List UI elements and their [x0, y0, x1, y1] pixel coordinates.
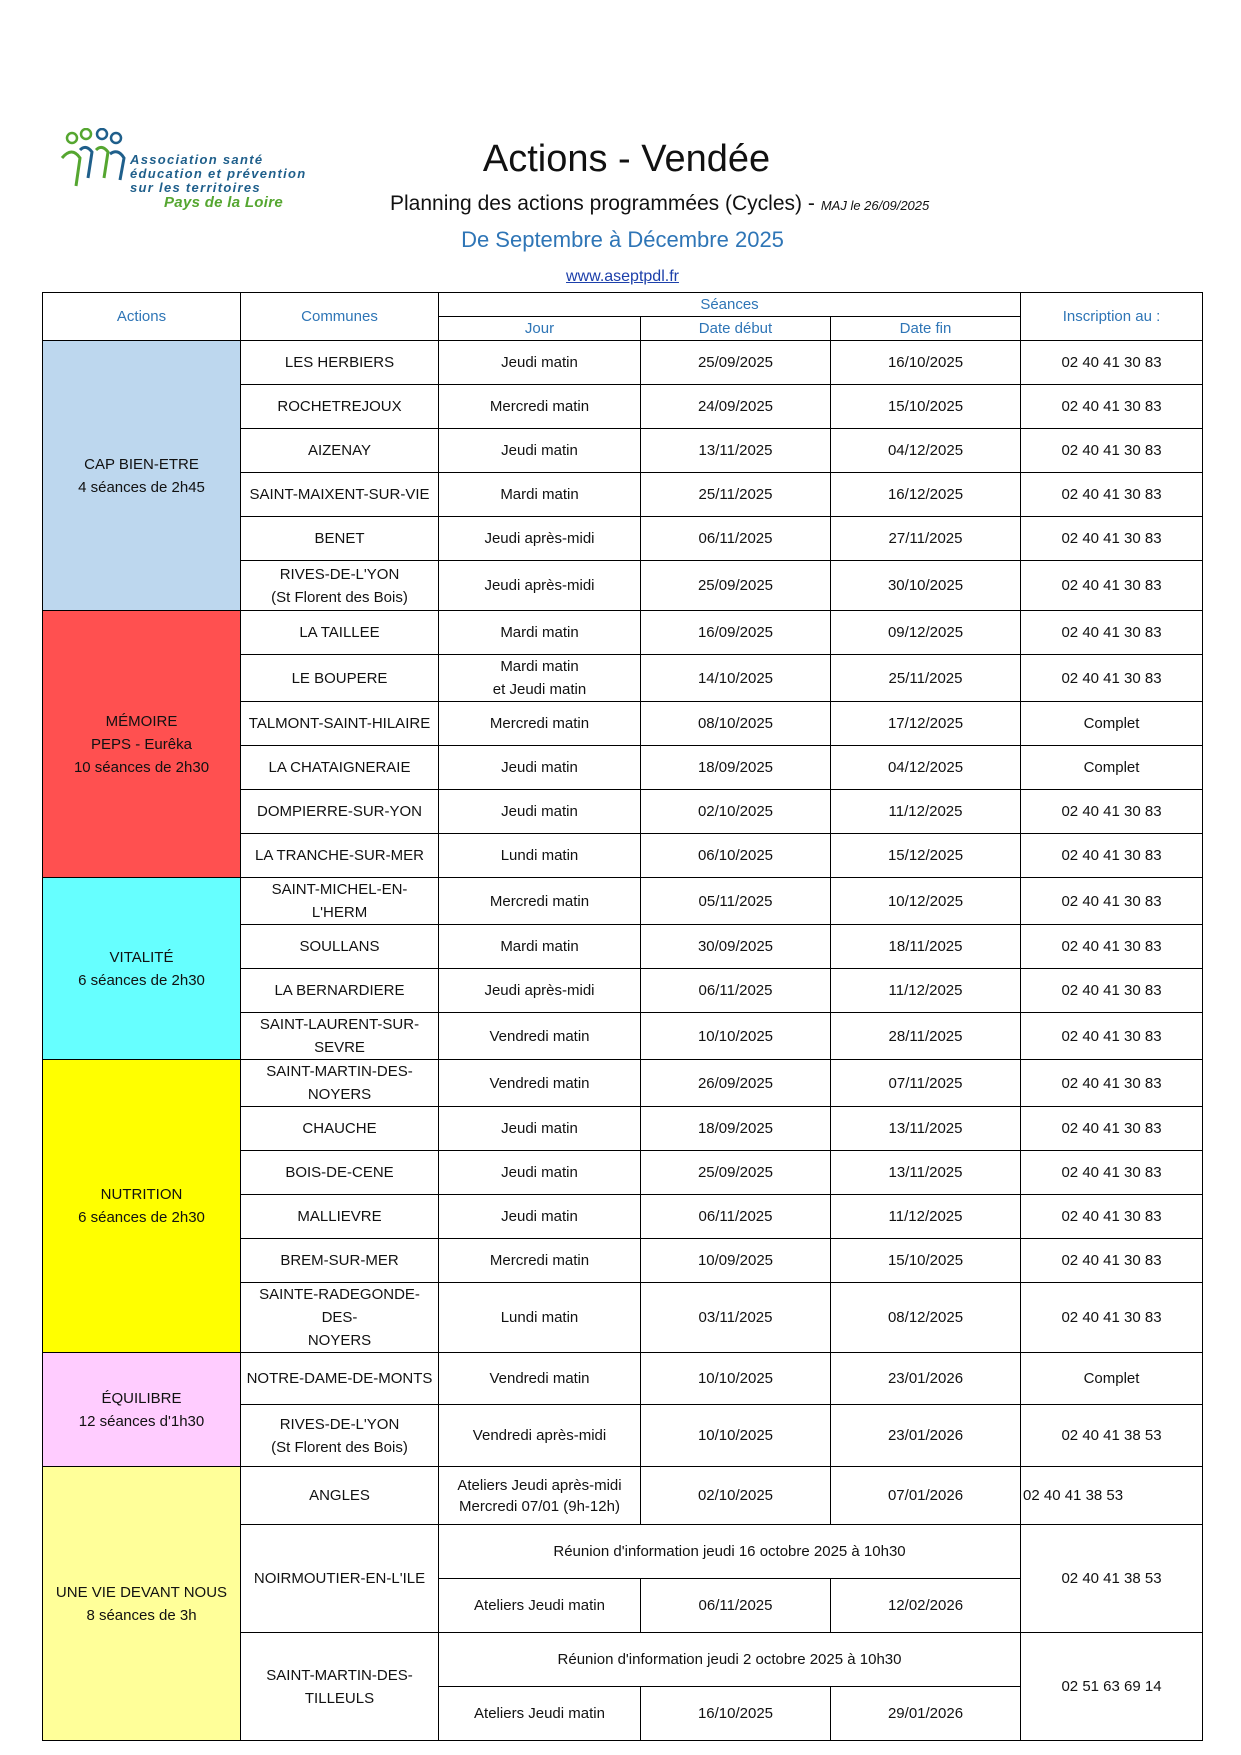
update-date: MAJ le 26/09/2025: [820, 198, 930, 213]
website-link[interactable]: www.aseptpdl.fr: [566, 268, 679, 285]
date-fin-cell: 07/11/2025: [831, 1060, 1021, 1107]
page-title: Actions - Vendée: [482, 138, 771, 180]
action-label-line: 4 séances de 2h45: [78, 478, 205, 496]
jour-line: Lundi matin: [500, 847, 579, 864]
jour-cell: [439, 517, 641, 561]
jour-line: Mercredi matin: [489, 715, 590, 732]
jour-line: Jeudi matin: [501, 442, 578, 459]
commune-cell: [241, 1107, 439, 1151]
planning-table: [42, 292, 1203, 1741]
action-label-line: NUTRITION: [100, 1186, 183, 1203]
commune-line: SAINT-MAIXENT-SUR-VIE: [249, 486, 430, 503]
commune-line: LA TAILLEE: [299, 624, 380, 641]
commune-line: LA TRANCHE-SUR-MER: [255, 847, 424, 864]
jour-line: Mardi matin: [500, 486, 579, 503]
action-label-line: UNE VIE DEVANT NOUS: [55, 1583, 228, 1601]
header-inscription: Inscription au :: [1021, 293, 1203, 341]
inscription-cell: 02 40 41 30 83: [1021, 429, 1203, 473]
date-fin-cell: 15/10/2025: [831, 385, 1021, 429]
date-fin-cell: 23/01/2026: [831, 1353, 1021, 1405]
jour-cell: [439, 1151, 641, 1195]
table-row: [43, 1353, 1203, 1405]
jour-line: Jeudi matin: [501, 759, 578, 776]
commune-line: ROCHETREJOUX: [277, 398, 402, 415]
date-debut-cell: 10/09/2025: [641, 1239, 831, 1283]
date-fin-cell: 18/11/2025: [831, 925, 1021, 969]
inscription-cell: 02 40 41 30 83: [1021, 385, 1203, 429]
jour-cell: [439, 561, 641, 611]
commune-line: SAINT-LAURENT-SUR-: [259, 1016, 420, 1033]
inscription-cell: 02 40 41 30 83: [1021, 473, 1203, 517]
date-fin-cell: 27/11/2025: [831, 517, 1021, 561]
date-debut-cell: 16/10/2025: [641, 1687, 831, 1741]
date-debut-cell: 08/10/2025: [641, 702, 831, 746]
commune-line: SAINT-MARTIN-DES-: [266, 1666, 413, 1684]
commune-cell: [241, 611, 439, 655]
date-fin-cell: 13/11/2025: [831, 1107, 1021, 1151]
commune-line: NOYERS: [307, 1086, 372, 1103]
date-debut-cell: 16/09/2025: [641, 611, 831, 655]
commune-cell: [241, 702, 439, 746]
commune-cell: [241, 790, 439, 834]
inscription-cell: 02 40 41 38 53: [1021, 1405, 1203, 1467]
action-cell: [43, 1060, 241, 1353]
commune-cell: [241, 1353, 439, 1405]
commune-cell: [241, 746, 439, 790]
action-label-line: 10 séances de 2h30: [73, 758, 210, 776]
reunion-info-cell: Réunion d'information jeudi 2 octobre 2025 à 10h30: [439, 1633, 1021, 1687]
date-fin-cell: 08/12/2025: [831, 1283, 1021, 1353]
inscription-cell: 02 40 41 30 83: [1021, 925, 1203, 969]
date-fin-cell: 11/12/2025: [831, 969, 1021, 1013]
date-fin-cell: 09/12/2025: [831, 611, 1021, 655]
action-cell: [43, 341, 241, 611]
jour-line: Vendredi après-midi: [472, 1427, 607, 1444]
jour-cell: [439, 969, 641, 1013]
inscription-cell: 02 40 41 30 83: [1021, 969, 1203, 1013]
action-cell: [43, 611, 241, 878]
jour-line: Mardi matin: [500, 658, 579, 675]
date-debut-cell: 06/10/2025: [641, 834, 831, 878]
inscription-cell: 02 40 41 38 53: [1021, 1467, 1203, 1525]
page-subtitle: [390, 192, 929, 216]
inscription-cell: 02 40 41 30 83: [1021, 611, 1203, 655]
jour-cell: [439, 925, 641, 969]
commune-line: TILLEULS: [304, 1689, 375, 1707]
commune-cell: [241, 429, 439, 473]
commune-cell: [241, 655, 439, 702]
commune-cell: [241, 1195, 439, 1239]
date-debut-cell: 13/11/2025: [641, 429, 831, 473]
inscription-cell: 02 40 41 38 53: [1021, 1525, 1203, 1633]
jour-cell: [439, 1283, 641, 1353]
inscription-cell: 02 40 41 30 83: [1021, 790, 1203, 834]
date-debut-cell: 10/10/2025: [641, 1013, 831, 1060]
jour-cell: [439, 1107, 641, 1151]
jour-line: Mardi matin: [500, 624, 579, 641]
logo-text-line-3: sur les territoires: [130, 180, 261, 195]
date-fin-cell: 12/02/2026: [831, 1579, 1021, 1633]
date-fin-cell: 04/12/2025: [831, 429, 1021, 473]
date-fin-cell: 28/11/2025: [831, 1013, 1021, 1060]
jour-line: et Jeudi matin: [492, 681, 587, 698]
commune-line: DOMPIERRE-SUR-YON: [256, 803, 422, 820]
inscription-cell: 02 40 41 30 83: [1021, 834, 1203, 878]
commune-line: SAINT-MARTIN-DES-: [266, 1063, 413, 1080]
date-debut-cell: 25/09/2025: [641, 341, 831, 385]
inscription-cell: 02 40 41 30 83: [1021, 1151, 1203, 1195]
jour-cell: [439, 1195, 641, 1239]
date-fin-cell: 13/11/2025: [831, 1151, 1021, 1195]
header-date-fin: Date fin: [831, 317, 1021, 341]
commune-line: MALLIEVRE: [297, 1208, 382, 1225]
action-cell: [43, 1467, 241, 1741]
date-fin-cell: 07/01/2026: [831, 1467, 1021, 1525]
jour-cell: [439, 655, 641, 702]
action-cell: [43, 1353, 241, 1467]
date-fin-cell: 17/12/2025: [831, 702, 1021, 746]
date-debut-cell: 24/09/2025: [641, 385, 831, 429]
date-debut-cell: 02/10/2025: [641, 790, 831, 834]
jour-line: Jeudi matin: [501, 1120, 578, 1137]
jour-cell: Ateliers Jeudi matin: [439, 1579, 641, 1633]
action-label-line: 6 séances de 2h30: [78, 1209, 205, 1226]
commune-cell: [241, 473, 439, 517]
jour-cell: [439, 1405, 641, 1467]
action-cell: [43, 878, 241, 1060]
inscription-cell: Complet: [1021, 746, 1203, 790]
jour-cell: [439, 746, 641, 790]
commune-line: BOIS-DE-CENE: [285, 1164, 394, 1181]
date-fin-cell: 29/01/2026: [831, 1687, 1021, 1741]
jour-cell: [439, 1353, 641, 1405]
date-debut-cell: 06/11/2025: [641, 517, 831, 561]
commune-line: SAINTE-RADEGONDE-DES-: [259, 1286, 420, 1326]
date-fin-cell: 25/11/2025: [831, 655, 1021, 702]
jour-line: Jeudi matin: [501, 803, 578, 820]
table-row: [43, 878, 1203, 925]
date-fin-cell: 11/12/2025: [831, 790, 1021, 834]
date-fin-cell: 10/12/2025: [831, 878, 1021, 925]
inscription-cell: 02 40 41 30 83: [1021, 561, 1203, 611]
jour-cell: Ateliers Jeudi matin: [439, 1687, 641, 1741]
action-label-line: 6 séances de 2h30: [78, 971, 205, 989]
date-debut-cell: 05/11/2025: [641, 878, 831, 925]
jour-line: Jeudi après-midi: [484, 577, 595, 594]
commune-line: RIVES-DE-L'YON: [279, 1415, 400, 1433]
inscription-cell: 02 40 41 30 83: [1021, 1107, 1203, 1151]
date-debut-cell: 25/09/2025: [641, 1151, 831, 1195]
period-heading: De Septembre à Décembre 2025: [461, 227, 784, 252]
date-debut-cell: 30/09/2025: [641, 925, 831, 969]
commune-line: BENET: [314, 530, 365, 547]
reunion-info-cell: Réunion d'information jeudi 16 octobre 2025 à 10h30: [439, 1525, 1021, 1579]
jour-line: Mercredi matin: [489, 892, 590, 910]
jour-line: Ateliers Jeudi après-midi: [457, 1476, 622, 1494]
subtitle-text: Planning des actions programmées (Cycles) -: [390, 192, 815, 215]
jour-line: Vendredi matin: [489, 1027, 590, 1045]
date-debut-cell: 18/09/2025: [641, 1107, 831, 1151]
header-seances: Séances: [439, 293, 1021, 317]
date-debut-cell: 10/10/2025: [641, 1405, 831, 1467]
jour-cell: [439, 611, 641, 655]
jour-line: Mercredi matin: [489, 398, 590, 415]
commune-cell: NOIRMOUTIER-EN-L'ILE: [241, 1525, 439, 1633]
jour-cell: [439, 702, 641, 746]
action-label-line: ÉQUILIBRE: [101, 1389, 182, 1407]
date-debut-cell: 25/11/2025: [641, 473, 831, 517]
date-debut-cell: 02/10/2025: [641, 1467, 831, 1525]
jour-line: Lundi matin: [500, 1309, 579, 1326]
date-fin-cell: 15/12/2025: [831, 834, 1021, 878]
commune-line: SEVRE: [314, 1039, 365, 1056]
inscription-cell: 02 40 41 30 83: [1021, 341, 1203, 385]
commune-line: TALMONT-SAINT-HILAIRE: [248, 715, 431, 732]
commune-cell: [241, 385, 439, 429]
date-fin-cell: 15/10/2025: [831, 1239, 1021, 1283]
jour-line: Jeudi matin: [501, 354, 578, 371]
inscription-cell: 02 51 63 69 14: [1021, 1633, 1203, 1741]
commune-cell: [241, 1060, 439, 1107]
commune-cell: [241, 1013, 439, 1060]
date-fin-cell: 23/01/2026: [831, 1405, 1021, 1467]
inscription-cell: 02 40 41 30 83: [1021, 517, 1203, 561]
commune-line: (St Florent des Bois): [271, 1438, 408, 1456]
jour-cell: [439, 1060, 641, 1107]
action-label-line: 12 séances d'1h30: [78, 1412, 205, 1430]
jour-line: Jeudi matin: [501, 1164, 578, 1181]
action-label-line: 8 séances de 3h: [86, 1606, 197, 1624]
jour-line: Vendredi matin: [489, 1074, 590, 1092]
commune-line: LA CHATAIGNERAIE: [268, 759, 411, 776]
jour-line: Jeudi matin: [501, 1208, 578, 1225]
commune-line: NOTRE-DAME-DE-MONTS: [246, 1370, 433, 1387]
jour-cell: [439, 385, 641, 429]
jour-cell: [439, 429, 641, 473]
commune-cell: [241, 925, 439, 969]
action-label-line: CAP BIEN-ETRE: [84, 455, 199, 473]
commune-line: SAINT-MICHEL-EN-L'HERM: [271, 881, 408, 921]
jour-cell: [439, 834, 641, 878]
jour-line: Mardi matin: [500, 938, 579, 955]
date-fin-cell: 11/12/2025: [831, 1195, 1021, 1239]
commune-cell: ANGLES: [241, 1467, 439, 1525]
inscription-cell: 02 40 41 30 83: [1021, 1195, 1203, 1239]
commune-line: BREM-SUR-MER: [280, 1252, 399, 1269]
commune-cell: [241, 341, 439, 385]
planning-body: [43, 341, 1203, 1741]
date-fin-cell: 16/10/2025: [831, 341, 1021, 385]
commune-cell: [241, 1405, 439, 1467]
date-fin-cell: 30/10/2025: [831, 561, 1021, 611]
date-debut-cell: 06/11/2025: [641, 1579, 831, 1633]
table-row: [43, 341, 1203, 385]
jour-cell: [439, 341, 641, 385]
commune-line: LE BOUPERE: [291, 669, 388, 687]
date-debut-cell: 10/10/2025: [641, 1353, 831, 1405]
inscription-cell: 02 40 41 30 83: [1021, 878, 1203, 925]
inscription-cell: 02 40 41 30 83: [1021, 1283, 1203, 1353]
action-label-line: VITALITÉ: [109, 948, 174, 966]
inscription-cell: 02 40 41 30 83: [1021, 655, 1203, 702]
commune-cell: [241, 561, 439, 611]
action-label-line: MÉMOIRE: [105, 712, 178, 730]
date-debut-cell: 18/09/2025: [641, 746, 831, 790]
jour-line: Vendredi matin: [489, 1370, 590, 1387]
commune-line: (St Florent des Bois): [271, 588, 408, 606]
commune-line: LA BERNARDIERE: [274, 982, 405, 999]
header-actions: Actions: [43, 293, 241, 341]
inscription-cell: 02 40 41 30 83: [1021, 1060, 1203, 1107]
date-debut-cell: 14/10/2025: [641, 655, 831, 702]
date-debut-cell: 25/09/2025: [641, 561, 831, 611]
jour-cell: [439, 473, 641, 517]
commune-line: RIVES-DE-L'YON: [279, 565, 400, 583]
jour-cell: [439, 790, 641, 834]
commune-line: AIZENAY: [307, 442, 372, 459]
jour-cell: [439, 1013, 641, 1060]
commune-cell: [241, 969, 439, 1013]
commune-cell: [241, 1283, 439, 1353]
table-row: [43, 611, 1203, 655]
commune-cell: [241, 1633, 439, 1741]
commune-cell: [241, 1239, 439, 1283]
header-communes: Communes: [241, 293, 439, 341]
inscription-cell: 02 40 41 30 83: [1021, 1013, 1203, 1060]
jour-cell: [439, 1239, 641, 1283]
inscription-cell: 02 40 41 30 83: [1021, 1239, 1203, 1283]
jour-line: Mercredi matin: [489, 1252, 590, 1269]
logo-text-line-4: Pays de la Loire: [164, 194, 284, 211]
commune-cell: [241, 1151, 439, 1195]
commune-line: SOULLANS: [299, 938, 380, 955]
commune-line: LES HERBIERS: [284, 354, 395, 371]
commune-cell: [241, 517, 439, 561]
inscription-cell: Complet: [1021, 1353, 1203, 1405]
commune-cell: [241, 834, 439, 878]
table-row: [43, 1060, 1203, 1107]
date-fin-cell: 16/12/2025: [831, 473, 1021, 517]
jour-line: Jeudi après-midi: [484, 982, 595, 999]
jour-line: Jeudi après-midi: [484, 530, 595, 547]
date-debut-cell: 06/11/2025: [641, 1195, 831, 1239]
jour-line: Mercredi 07/01 (9h-12h): [459, 1497, 620, 1515]
commune-cell: [241, 878, 439, 925]
table-row: [43, 1467, 1203, 1525]
date-debut-cell: 26/09/2025: [641, 1060, 831, 1107]
commune-line: NOYERS: [307, 1332, 372, 1349]
inscription-cell: Complet: [1021, 702, 1203, 746]
jour-cell: [439, 878, 641, 925]
date-debut-cell: 03/11/2025: [641, 1283, 831, 1353]
date-fin-cell: 04/12/2025: [831, 746, 1021, 790]
header-date-debut: Date début: [641, 317, 831, 341]
date-debut-cell: 06/11/2025: [641, 969, 831, 1013]
commune-line: CHAUCHE: [302, 1120, 377, 1137]
logo-text-line-2: éducation et prévention: [130, 166, 307, 181]
action-label-line: PEPS - Eurêka: [91, 735, 192, 753]
header-jour: Jour: [439, 317, 641, 341]
jour-cell: [439, 1467, 641, 1525]
logo-text-line-1: Association santé: [130, 152, 264, 167]
